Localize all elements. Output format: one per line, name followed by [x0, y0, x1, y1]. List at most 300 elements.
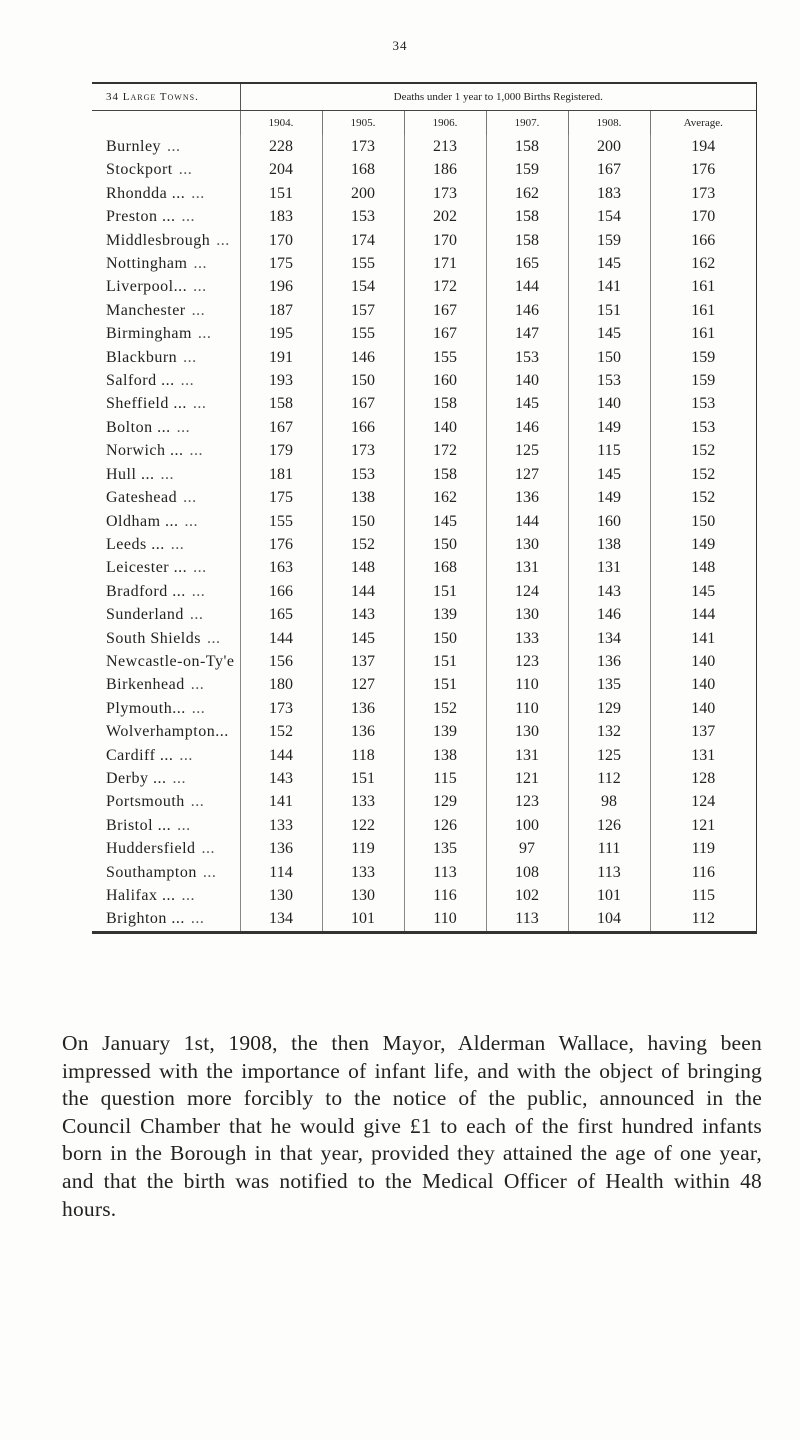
value-cell: 171 [404, 252, 486, 275]
value-cell: 152 [650, 463, 756, 486]
value-cell: 158 [486, 135, 568, 158]
value-cell: 161 [650, 275, 756, 298]
value-cell: 139 [404, 720, 486, 743]
table-row [92, 275, 756, 298]
town-name-cell [92, 369, 240, 392]
town-name: Sheffield ... [106, 395, 187, 413]
value-cell: 121 [486, 767, 568, 790]
table-span-header: Deaths under 1 year to 1,000 Births Registered. [240, 84, 756, 111]
column-header: 1905. [322, 111, 404, 136]
value-cell: 181 [240, 463, 322, 486]
value-cell: 151 [568, 299, 650, 322]
value-cell: 125 [568, 744, 650, 767]
town-name-cell [92, 533, 240, 556]
value-cell: 130 [486, 533, 568, 556]
value-cell: 149 [650, 533, 756, 556]
leader-dots: ... [193, 278, 207, 296]
column-header: 1906. [404, 111, 486, 136]
table-row [92, 861, 756, 884]
town-name-cell [92, 205, 240, 228]
value-cell: 152 [650, 486, 756, 509]
town-name: Hull ... [106, 465, 155, 483]
value-cell: 146 [486, 416, 568, 439]
value-cell: 112 [568, 767, 650, 790]
value-cell: 101 [322, 907, 404, 931]
infant-mortality-table [92, 82, 757, 934]
town-name: Nottingham [106, 255, 188, 273]
value-cell: 133 [322, 790, 404, 813]
town-name: Southampton [106, 863, 197, 881]
leader-dots: ... [191, 301, 206, 319]
value-cell: 145 [568, 463, 650, 486]
value-cell: 172 [404, 275, 486, 298]
town-name: Rhondda ... [106, 184, 186, 202]
town-name: Leicester ... [106, 559, 188, 577]
value-cell: 196 [240, 275, 322, 298]
value-cell: 115 [404, 767, 486, 790]
value-cell: 127 [322, 673, 404, 696]
town-name-cell [92, 673, 240, 696]
value-cell: 137 [650, 720, 756, 743]
value-cell: 174 [322, 229, 404, 252]
value-cell: 124 [650, 790, 756, 813]
value-cell: 162 [486, 182, 568, 205]
town-name: Cardiff ... [106, 746, 174, 764]
value-cell: 145 [486, 392, 568, 415]
town-name: Bradford ... [106, 582, 186, 600]
leader-dots: ... [190, 793, 205, 811]
value-cell: 160 [568, 510, 650, 533]
value-cell: 159 [486, 158, 568, 181]
value-cell: 129 [568, 697, 650, 720]
value-cell: 146 [486, 299, 568, 322]
value-cell: 150 [404, 627, 486, 650]
value-cell: 134 [568, 627, 650, 650]
value-cell: 153 [322, 205, 404, 228]
value-cell: 158 [240, 392, 322, 415]
town-name: Birkenhead [106, 676, 185, 694]
value-cell: 160 [404, 369, 486, 392]
value-cell: 176 [650, 158, 756, 181]
value-cell: 170 [240, 229, 322, 252]
value-cell: 151 [240, 182, 322, 205]
value-cell: 150 [322, 369, 404, 392]
value-cell: 143 [322, 603, 404, 626]
value-cell: 100 [486, 814, 568, 837]
town-name: Portsmouth [106, 793, 185, 811]
table-row [92, 392, 756, 415]
town-name-cell [92, 627, 240, 650]
value-cell: 126 [404, 814, 486, 837]
value-cell: 144 [240, 627, 322, 650]
table-row [92, 439, 756, 462]
town-name: Bolton ... [106, 418, 171, 436]
value-cell: 134 [240, 907, 322, 931]
value-cell: 213 [404, 135, 486, 158]
value-cell: 124 [486, 580, 568, 603]
town-name-cell [92, 439, 240, 462]
value-cell: 98 [568, 790, 650, 813]
town-name-cell [92, 697, 240, 720]
value-cell: 155 [404, 346, 486, 369]
value-cell: 112 [650, 907, 756, 931]
value-cell: 187 [240, 299, 322, 322]
value-cell: 115 [650, 884, 756, 907]
town-name-cell [92, 392, 240, 415]
value-cell: 193 [240, 369, 322, 392]
value-cell: 228 [240, 135, 322, 158]
value-cell: 145 [568, 252, 650, 275]
value-cell: 113 [404, 861, 486, 884]
value-cell: 170 [650, 205, 756, 228]
value-cell: 151 [404, 650, 486, 673]
value-cell: 173 [322, 135, 404, 158]
column-header: 1907. [486, 111, 568, 136]
value-cell: 116 [404, 884, 486, 907]
town-name-cell [92, 299, 240, 322]
value-cell: 162 [650, 252, 756, 275]
leader-dots: ... [193, 559, 207, 577]
town-name-cell [92, 486, 240, 509]
value-cell: 139 [404, 603, 486, 626]
table-row [92, 720, 756, 743]
value-cell: 116 [650, 861, 756, 884]
town-name: Preston ... [106, 208, 176, 226]
value-cell: 136 [486, 486, 568, 509]
value-cell: 146 [322, 346, 404, 369]
value-cell: 140 [650, 650, 756, 673]
value-cell: 166 [240, 580, 322, 603]
value-cell: 104 [568, 907, 650, 931]
leader-dots: ... [160, 465, 174, 483]
value-cell: 172 [404, 439, 486, 462]
leader-dots: ... [191, 699, 206, 717]
value-cell: 159 [568, 229, 650, 252]
leader-dots: ... [201, 840, 216, 858]
value-cell: 121 [650, 814, 756, 837]
value-cell: 140 [404, 416, 486, 439]
value-cell: 97 [486, 837, 568, 860]
value-cell: 145 [322, 627, 404, 650]
town-name: Leeds ... [106, 535, 165, 553]
value-cell: 132 [568, 720, 650, 743]
value-cell: 149 [568, 416, 650, 439]
table-row [92, 907, 756, 931]
page-number: 34 [392, 38, 408, 53]
value-cell: 163 [240, 556, 322, 579]
town-name-cell [92, 790, 240, 813]
value-cell: 102 [486, 884, 568, 907]
town-name-cell [92, 650, 240, 673]
value-cell: 110 [486, 673, 568, 696]
town-name-cell [92, 510, 240, 533]
value-cell: 130 [322, 884, 404, 907]
table-row [92, 463, 756, 486]
table-row [92, 299, 756, 322]
value-cell: 167 [322, 392, 404, 415]
value-cell: 133 [486, 627, 568, 650]
value-cell: 140 [486, 369, 568, 392]
town-name: Stockport [106, 161, 173, 179]
leader-dots: ... [176, 418, 191, 436]
leader-dots: ... [177, 816, 191, 834]
leader-dots: ... [197, 325, 212, 343]
value-cell: 146 [568, 603, 650, 626]
leader-dots: ... [184, 512, 199, 530]
value-cell: 138 [404, 744, 486, 767]
table-row [92, 416, 756, 439]
town-name-cell [92, 135, 240, 158]
value-cell: 150 [650, 510, 756, 533]
value-cell: 140 [650, 697, 756, 720]
value-cell: 175 [240, 486, 322, 509]
value-cell: 194 [650, 135, 756, 158]
table-row [92, 650, 756, 673]
value-cell: 158 [404, 392, 486, 415]
table-row [92, 510, 756, 533]
leader-dots: ... [183, 489, 197, 507]
town-name-cell [92, 182, 240, 205]
town-name: Huddersfield [106, 840, 196, 858]
column-header: Average. [650, 111, 756, 136]
town-name: Halifax ... [106, 887, 176, 904]
value-cell: 101 [568, 884, 650, 907]
value-cell: 141 [650, 627, 756, 650]
town-name-cell [92, 720, 240, 743]
table-row [92, 837, 756, 860]
town-name: Derby ... [106, 769, 167, 787]
table-row [92, 229, 756, 252]
value-cell: 155 [322, 252, 404, 275]
town-name: Newcastle-on-Ty'e [106, 652, 235, 670]
town-name-cell [92, 884, 240, 907]
value-cell: 180 [240, 673, 322, 696]
leader-dots: ... [191, 184, 205, 202]
value-cell: 158 [404, 463, 486, 486]
table-row [92, 673, 756, 696]
value-cell: 114 [240, 861, 322, 884]
value-cell: 133 [240, 814, 322, 837]
value-cell: 200 [568, 135, 650, 158]
value-cell: 167 [240, 416, 322, 439]
table-row [92, 182, 756, 205]
value-cell: 153 [322, 463, 404, 486]
leader-dots: ... [179, 746, 193, 764]
value-cell: 128 [650, 767, 756, 790]
value-cell: 144 [240, 744, 322, 767]
value-cell: 153 [650, 416, 756, 439]
value-cell: 158 [486, 229, 568, 252]
leader-dots: ... [181, 887, 195, 904]
town-name-cell [92, 767, 240, 790]
table-row [92, 322, 756, 345]
value-cell: 129 [404, 790, 486, 813]
leader-dots: ... [172, 769, 186, 787]
town-name: Manchester [106, 301, 186, 319]
table-row [92, 533, 756, 556]
table-row [92, 603, 756, 626]
town-name-cell [92, 580, 240, 603]
value-cell: 154 [568, 205, 650, 228]
value-cell: 111 [568, 837, 650, 860]
value-cell: 166 [650, 229, 756, 252]
column-header: 1908. [568, 111, 650, 136]
table-row [92, 697, 756, 720]
value-cell: 135 [404, 837, 486, 860]
value-cell: 133 [322, 861, 404, 884]
leader-dots: ... [167, 138, 181, 155]
value-cell: 191 [240, 346, 322, 369]
value-cell: 202 [404, 205, 486, 228]
leader-dots: ... [183, 348, 197, 366]
value-cell: 151 [404, 580, 486, 603]
value-cell: 145 [404, 510, 486, 533]
table-row [92, 767, 756, 790]
value-cell: 175 [240, 252, 322, 275]
value-cell: 130 [486, 603, 568, 626]
town-name-cell [92, 907, 240, 931]
value-cell: 150 [322, 510, 404, 533]
town-name: Middlesbrough [106, 231, 211, 249]
value-cell: 167 [568, 158, 650, 181]
value-cell: 113 [568, 861, 650, 884]
value-cell: 148 [650, 556, 756, 579]
value-cell: 136 [322, 720, 404, 743]
value-cell: 130 [486, 720, 568, 743]
table-row [92, 744, 756, 767]
town-name: Oldham ... [106, 512, 179, 530]
value-cell: 159 [650, 369, 756, 392]
town-name: Liverpool... [106, 278, 188, 296]
value-cell: 144 [650, 603, 756, 626]
value-cell: 141 [568, 275, 650, 298]
value-cell: 138 [568, 533, 650, 556]
leader-dots: ... [180, 372, 195, 390]
value-cell: 119 [322, 837, 404, 860]
town-name: Birmingham [106, 325, 192, 343]
town-column-header [92, 111, 240, 136]
value-cell: 168 [322, 158, 404, 181]
leader-dots: ... [170, 535, 185, 553]
value-cell: 151 [322, 767, 404, 790]
value-cell: 130 [240, 884, 322, 907]
value-cell: 173 [240, 697, 322, 720]
value-cell: 161 [650, 299, 756, 322]
value-cell: 176 [240, 533, 322, 556]
value-cell: 154 [322, 275, 404, 298]
value-cell: 153 [486, 346, 568, 369]
value-cell: 143 [568, 580, 650, 603]
value-cell: 138 [322, 486, 404, 509]
value-cell: 153 [650, 392, 756, 415]
table-row [92, 158, 756, 181]
value-cell: 150 [568, 346, 650, 369]
town-name: Bristol ... [106, 816, 172, 834]
value-cell: 108 [486, 861, 568, 884]
value-cell: 148 [322, 556, 404, 579]
table-row [92, 205, 756, 228]
leader-dots: ... [190, 676, 205, 694]
value-cell: 126 [568, 814, 650, 837]
leader-dots: ... [181, 208, 195, 226]
town-name-cell [92, 229, 240, 252]
value-cell: 167 [404, 322, 486, 345]
value-cell: 153 [568, 369, 650, 392]
value-cell: 150 [404, 533, 486, 556]
value-cell: 145 [568, 322, 650, 345]
value-cell: 118 [322, 744, 404, 767]
leader-dots: ... [189, 606, 204, 624]
leader-dots: ... [193, 255, 207, 273]
value-cell: 183 [568, 182, 650, 205]
value-cell: 186 [404, 158, 486, 181]
town-name-cell [92, 837, 240, 860]
value-cell: 110 [486, 697, 568, 720]
value-cell: 155 [240, 510, 322, 533]
value-cell: 170 [404, 229, 486, 252]
value-cell: 204 [240, 158, 322, 181]
town-name: South Shields [106, 629, 201, 647]
town-name: Burnley [106, 138, 162, 155]
value-cell: 137 [322, 650, 404, 673]
table-row [92, 580, 756, 603]
leader-dots: ... [202, 863, 217, 881]
value-cell: 144 [486, 275, 568, 298]
table-row [92, 486, 756, 509]
value-cell: 151 [404, 673, 486, 696]
value-cell: 161 [650, 322, 756, 345]
town-name: Blackburn [106, 348, 178, 366]
value-cell: 119 [650, 837, 756, 860]
town-name-cell [92, 158, 240, 181]
town-name-cell [92, 346, 240, 369]
value-cell: 144 [322, 580, 404, 603]
town-name: Norwich ... [106, 442, 184, 460]
value-cell: 173 [650, 182, 756, 205]
town-name-cell [92, 252, 240, 275]
column-header: 1904. [240, 111, 322, 136]
table-row [92, 252, 756, 275]
leader-dots: ... [190, 910, 205, 928]
town-name-cell [92, 744, 240, 767]
value-cell: 195 [240, 322, 322, 345]
table-row [92, 135, 756, 158]
town-name-cell [92, 603, 240, 626]
leader-dots: ... [178, 161, 193, 179]
table-row [92, 884, 756, 907]
value-cell: 183 [240, 205, 322, 228]
value-cell: 131 [650, 744, 756, 767]
value-cell: 179 [240, 439, 322, 462]
value-cell: 152 [322, 533, 404, 556]
town-name-cell [92, 322, 240, 345]
value-cell: 127 [486, 463, 568, 486]
table-row [92, 346, 756, 369]
table-row [92, 790, 756, 813]
table-row [92, 814, 756, 837]
leader-dots: ... [191, 582, 206, 600]
value-cell: 115 [568, 439, 650, 462]
town-name: Salford ... [106, 372, 175, 390]
value-cell: 156 [240, 650, 322, 673]
value-cell: 152 [240, 720, 322, 743]
value-cell: 147 [486, 322, 568, 345]
value-cell: 173 [322, 439, 404, 462]
value-cell: 141 [240, 790, 322, 813]
town-name: Gateshead [106, 489, 178, 507]
town-name: Wolverhampton... [106, 723, 229, 741]
value-cell: 131 [568, 556, 650, 579]
